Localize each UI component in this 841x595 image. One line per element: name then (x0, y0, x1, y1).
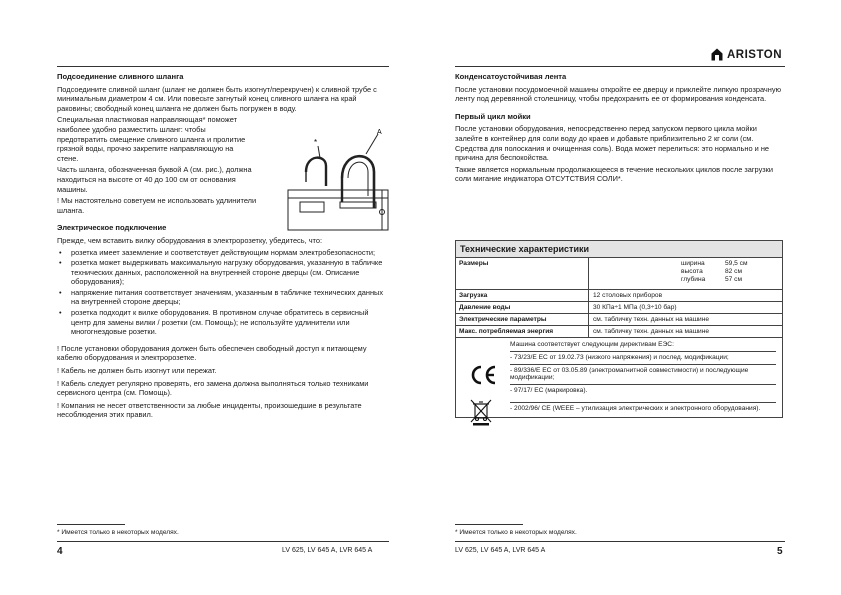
dim-name: высота (681, 268, 703, 275)
compliance-icons (456, 338, 506, 417)
left-page (0, 0, 420, 595)
table-row (456, 258, 782, 290)
electrical-intro: Прежде, чем вставить вилку оборудования в электророзетку, убедитесь, что: (57, 235, 323, 245)
table-row (456, 302, 782, 314)
row-value: 12 столовых приборов (593, 292, 663, 299)
page-number: 4 (57, 546, 63, 557)
directives-row (456, 338, 782, 417)
page-number: 5 (777, 546, 783, 557)
table-row (456, 314, 782, 326)
row-value: см. табличку техн. данных на машине (593, 328, 709, 335)
directive-item: - 89/336/E EC от 03.05.89 (электромагнитной совместимости) и последующие модификации; (510, 365, 776, 385)
drain-paragraph-4: ! Мы настоятельно советуем не использовать удлинители шланга. (57, 196, 257, 215)
row-key: Давление воды (456, 302, 589, 313)
bottom-rule (57, 541, 389, 542)
bullet-item: • напряжение питания соответствует значениям, указанным в табличке технических данных на внутренней стороне дверцы; (57, 288, 389, 307)
bullet-item: • розетка подходит к вилке оборудования. В противном случае обратитесь в сервисный центр для замены вилки / розетки (см. Помощь); не используйте удлинители или многогнездовые розетки. (57, 308, 389, 337)
condensation-title: Конденсатоустойчивая лента (455, 72, 567, 81)
row-key: Электрические параметры (456, 314, 589, 325)
house-logo-icon (711, 48, 723, 61)
first-cycle-title: Первый цикл мойки (455, 111, 531, 121)
drain-title: Подсоединение сливного шланга (57, 72, 184, 81)
footnote-rule (57, 524, 125, 525)
directive-item: - 73/23/E EC от 19.02.73 (низкого напряжения) и послед. модификации; (510, 352, 776, 365)
bullet-item: • розетка может выдерживать максимальную нагрузку оборудования, указанную в табличке технических данных, расположенной на внутренней стороне дверцы (см. Описание оборудования); (57, 258, 389, 287)
note-item: ! После установки оборудования должен быть обеспечен свободный доступ к питающему кабелю оборудования и электророзетке. (57, 343, 367, 363)
first-cycle-paragraph-1: После установки оборудования, непосредственно перед запуском первого цикла мойки залейте в контейнер для соли воду до краев и добавьте приблизительно 2 кг соли (см. Средства для полоскания и очищенная соль). Вода может перелиться: это нормально и не причина для беспокойства. (455, 124, 770, 163)
directives-intro: Машина соответствует следующим директивам ЕЭС: (510, 341, 776, 352)
footnote-rule (455, 524, 523, 525)
dim-name: глубина (681, 276, 706, 283)
dims-grid (681, 260, 778, 283)
weee-bin-icon (470, 398, 492, 426)
table-row (456, 326, 782, 338)
row-key: Макс. потребляемая энергия (456, 326, 589, 337)
drain-paragraph-2: Специальная пластиковая направляющая* поможет наиболее удобно разместить шланг: чтобы предотвратить смещение сливного шланга и пролитие грязной воды, прочно закрепите направляющую на стене. (57, 115, 246, 163)
right-column (455, 72, 785, 186)
table-row (456, 290, 782, 302)
drain-hose-illustration (278, 126, 390, 234)
drain-paragraph-1: Подсоедините сливной шланг (шланг не должен быть изогнут/перекручен) к сливной трубе с минимальным диаметром 4 см. Или повесьте загнутый конец сливного шланга на край раковины; свободный конец шланга не должен быть погружен в воду. (57, 84, 377, 113)
condensation-paragraph: После установки посудомоечной машины откройте ее дверцу и приклейте липкую прозрачную ленту под деревянной столешницу, чтобы предохранить ее от формирования конденсата. (455, 84, 782, 104)
dim-name: ширина (681, 260, 705, 267)
note-item: ! Компания не несет ответственности за любые инциденты, произошедшие в результате несоблюдения этих правил. (57, 400, 362, 420)
ce-mark-icon (468, 364, 498, 386)
figure-label-star: * (314, 138, 318, 147)
note-item: ! Кабель не должен быть изогнут или пережат. (57, 366, 217, 376)
dim-value: 57 см (725, 276, 742, 283)
directive-item: - 97/17/ EC (маркировка). (510, 385, 776, 403)
footnote: * Имеется только в некоторых моделях. (455, 529, 577, 536)
figure-label-a: A (377, 129, 382, 136)
row-key: Загрузка (456, 290, 589, 301)
row-value: см. табличку техн. данных на машине (593, 316, 709, 323)
directive-item: - 2002/96/ CE (WEEE – утилизация электрических и электронного оборудования). (510, 405, 761, 412)
dims-label: Размеры (456, 258, 589, 289)
electrical-title: Электрическое подключение (57, 223, 167, 233)
dim-value: 82 см (725, 268, 742, 275)
top-rule (57, 66, 389, 67)
top-rule (455, 66, 785, 67)
bullet-item: • розетка имеет заземление и соответствует действующим нормам электробезопасности; (57, 248, 389, 258)
ariston-logo (711, 48, 782, 61)
dim-value: 59,5 см (725, 260, 748, 267)
left-column (57, 72, 389, 423)
spec-title: Технические характеристики (456, 241, 782, 258)
footnote: * Имеется только в некоторых моделях. (57, 529, 179, 536)
drain-paragraph-3: Часть шланга, обозначенная буквой A (см. рис.), должна находиться на высоте от 40 до 100 см от основания машины. (57, 165, 252, 194)
logo-text: ARISTON (727, 48, 783, 61)
right-page (421, 0, 841, 595)
first-cycle-paragraph-2: Также является нормальным продолжающееся в течение нескольких циклов после загрузки соли мигание индикатора ОТСУТСТВИЯ СОЛИ*. (455, 164, 774, 184)
row-value: 30 КПа÷1 МПа (0,3÷10 бар) (593, 304, 677, 311)
note-item: ! Кабель следует регулярно проверять, его замена должна выполняться только техниками сервисного центра (см. Помощь). (57, 378, 369, 398)
bottom-rule (455, 541, 785, 542)
model-numbers: LV 625, LV 645 A, LVR 645 A (282, 547, 373, 554)
spec-table (455, 240, 783, 418)
model-numbers: LV 625, LV 645 A, LVR 645 A (455, 547, 546, 554)
